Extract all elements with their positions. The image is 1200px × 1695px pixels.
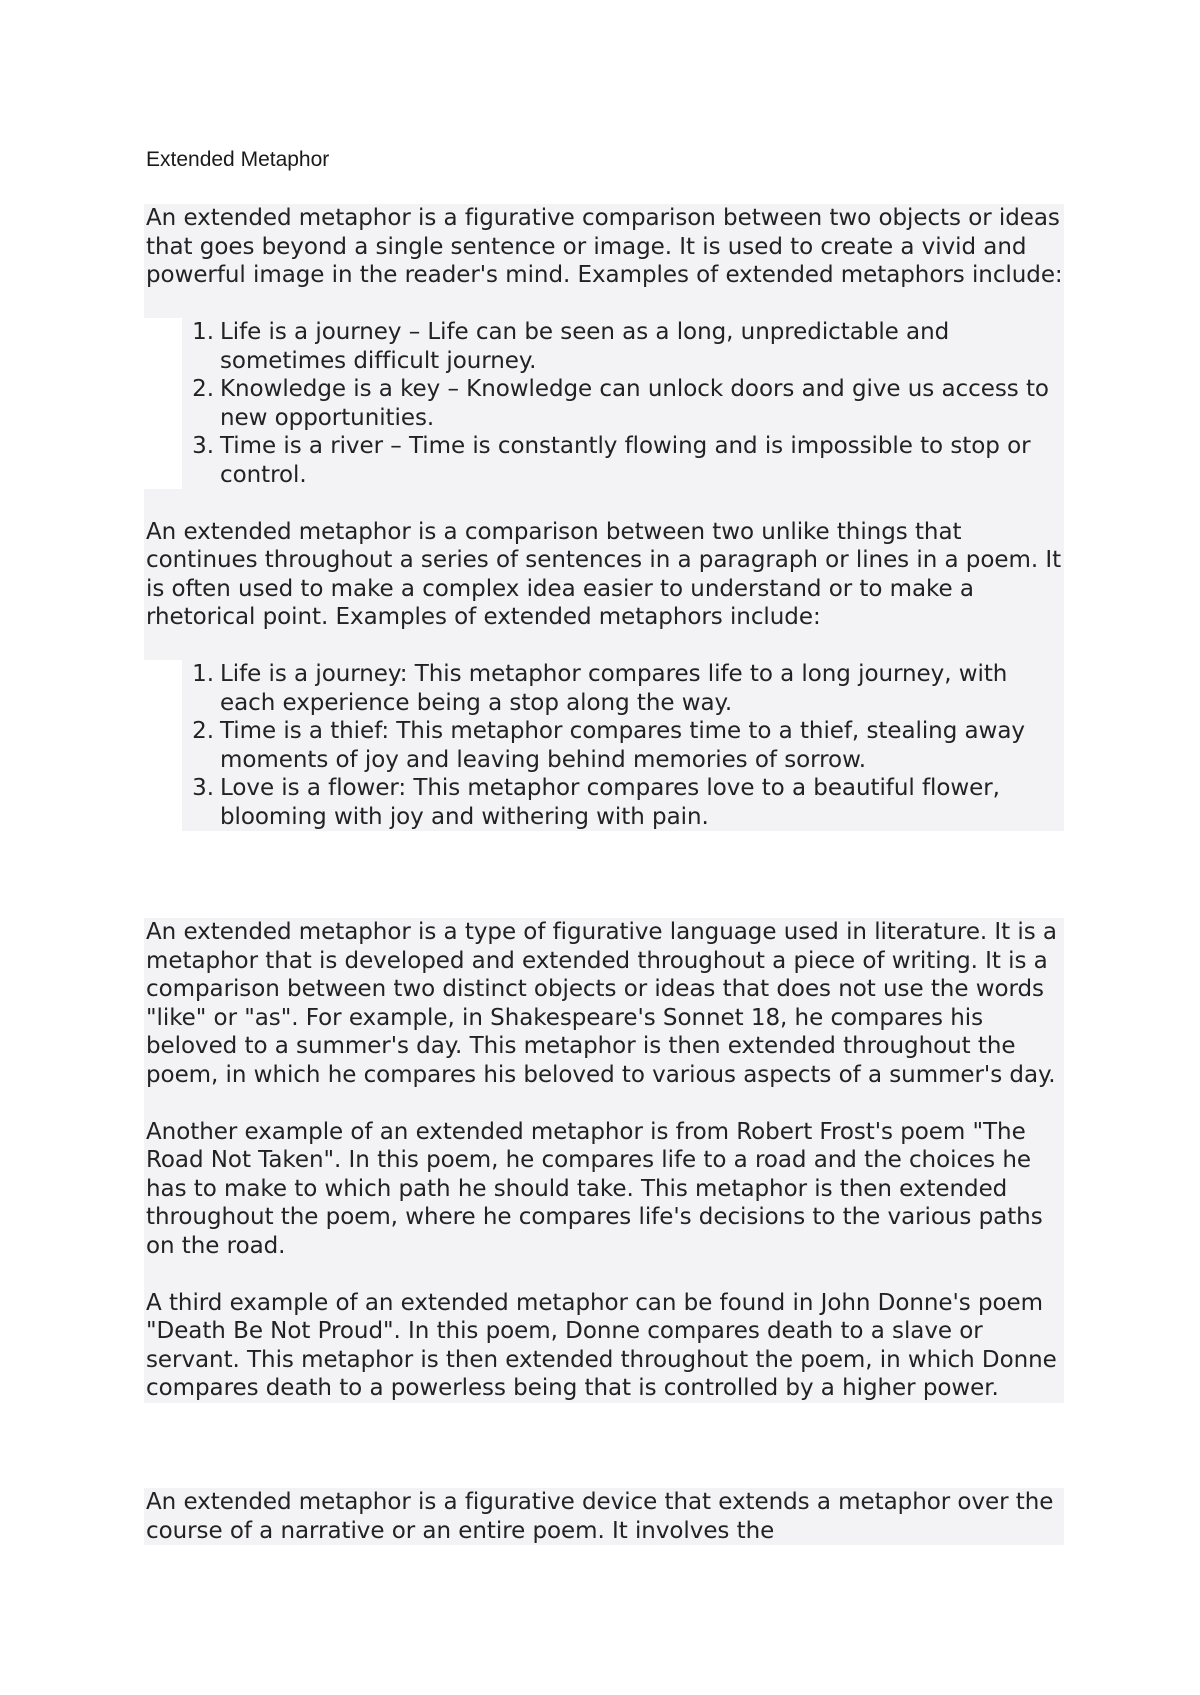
list-item-text: Life is a journey – Life can be seen as a long, unpredictable and sometimes difficult journey. bbox=[220, 319, 950, 374]
list-item-text: Time is a river – Time is constantly flowing and is impossible to stop or control. bbox=[220, 433, 1031, 488]
list-item bbox=[182, 660, 1064, 717]
section-3-paragraph-1: An extended metaphor is a type of figurative language used in literature. It is a metaphor that is developed and extended throughout a piece of writing. It is a comparison between two distinct objects or ideas that does not use the words "like" or "as". For example, in Shakespeare's Sonnet 18, he compares his beloved to a summer's day. This metaphor is then extended throughout the poem, in which he compares his beloved to various aspects of a summer's day. bbox=[146, 919, 1057, 1088]
list-number: 1. bbox=[192, 319, 214, 345]
list-item-text: Time is a thief: This metaphor compares time to a thief, stealing away moments of joy and leaving behind memories of sorrow. bbox=[220, 718, 1025, 773]
list-number: 3. bbox=[192, 433, 214, 459]
section-3-spacer-2 bbox=[144, 1260, 1064, 1289]
section-2-intro: An extended metaphor is a comparison between two unlike things that continues throughout a series of sentences in a paragraph or lines in a poem. It is often used to make a complex idea easier to understand or to make a rhetorical point. Examples of extended metaphors include: bbox=[144, 518, 1064, 632]
list-item bbox=[182, 774, 1064, 831]
list-item bbox=[182, 318, 1064, 375]
list-number: 2. bbox=[192, 718, 214, 744]
section-1-intro: An extended metaphor is a figurative comparison between two objects or ideas that goes beyond a single sentence or image. It is used to create a vivid and powerful image in the reader's mind. Examples of extended metaphors include: bbox=[146, 205, 1063, 288]
section-3-paragraph-2: Another example of an extended metaphor is from Robert Frost's poem "The Road Not Taken". In this poem, he compares life to a road and the choices he has to make to which path he should take. This metaphor is then extended throughout the poem, where he compares life's decisions to the various paths on the road. bbox=[146, 1118, 1043, 1259]
section-3 bbox=[144, 918, 1064, 1403]
list-number: 2. bbox=[192, 376, 214, 402]
list-item-text: Love is a flower: This metaphor compares love to a beautiful flower, blooming with joy and withering with pain. bbox=[220, 775, 1000, 830]
list-item bbox=[182, 375, 1064, 432]
page-title: Extended Metaphor bbox=[146, 148, 330, 171]
section-1-spacer bbox=[144, 290, 1064, 319]
section-3-paragraph-3: A third example of an extended metaphor can be found in John Donne's poem "Death Be Not Proud". In this poem, Donne compares death to a slave or servant. This metaphor is then extended throughout the poem, in which Donne compares death to a powerless being that is controlled by a higher power. bbox=[146, 1289, 1057, 1401]
section-1 bbox=[144, 204, 1064, 831]
section-2-spacer bbox=[144, 632, 1064, 661]
section-4-paragraph: An extended metaphor is a figurative device that extends a metaphor over the course of a narrative or an entire poem. It involves the bbox=[146, 1489, 1054, 1544]
list-number: 3. bbox=[192, 775, 214, 801]
section-2-list bbox=[182, 660, 1064, 831]
list-item-text: Knowledge is a key – Knowledge can unlock doors and give us access to new opportunities. bbox=[220, 376, 1049, 431]
section-3-spacer-1 bbox=[144, 1089, 1064, 1118]
section-2-list-wrap bbox=[182, 660, 1064, 831]
section-4 bbox=[144, 1488, 1064, 1545]
section-1-spacer-2 bbox=[144, 489, 1064, 518]
list-item-text: Life is a journey: This metaphor compares life to a long journey, with each experience being a stop along the way. bbox=[220, 661, 1008, 716]
list-item bbox=[182, 717, 1064, 774]
list-number: 1. bbox=[192, 661, 214, 687]
section-1-list bbox=[182, 318, 1064, 489]
list-item bbox=[182, 432, 1064, 489]
section-1-list-wrap bbox=[182, 318, 1064, 489]
